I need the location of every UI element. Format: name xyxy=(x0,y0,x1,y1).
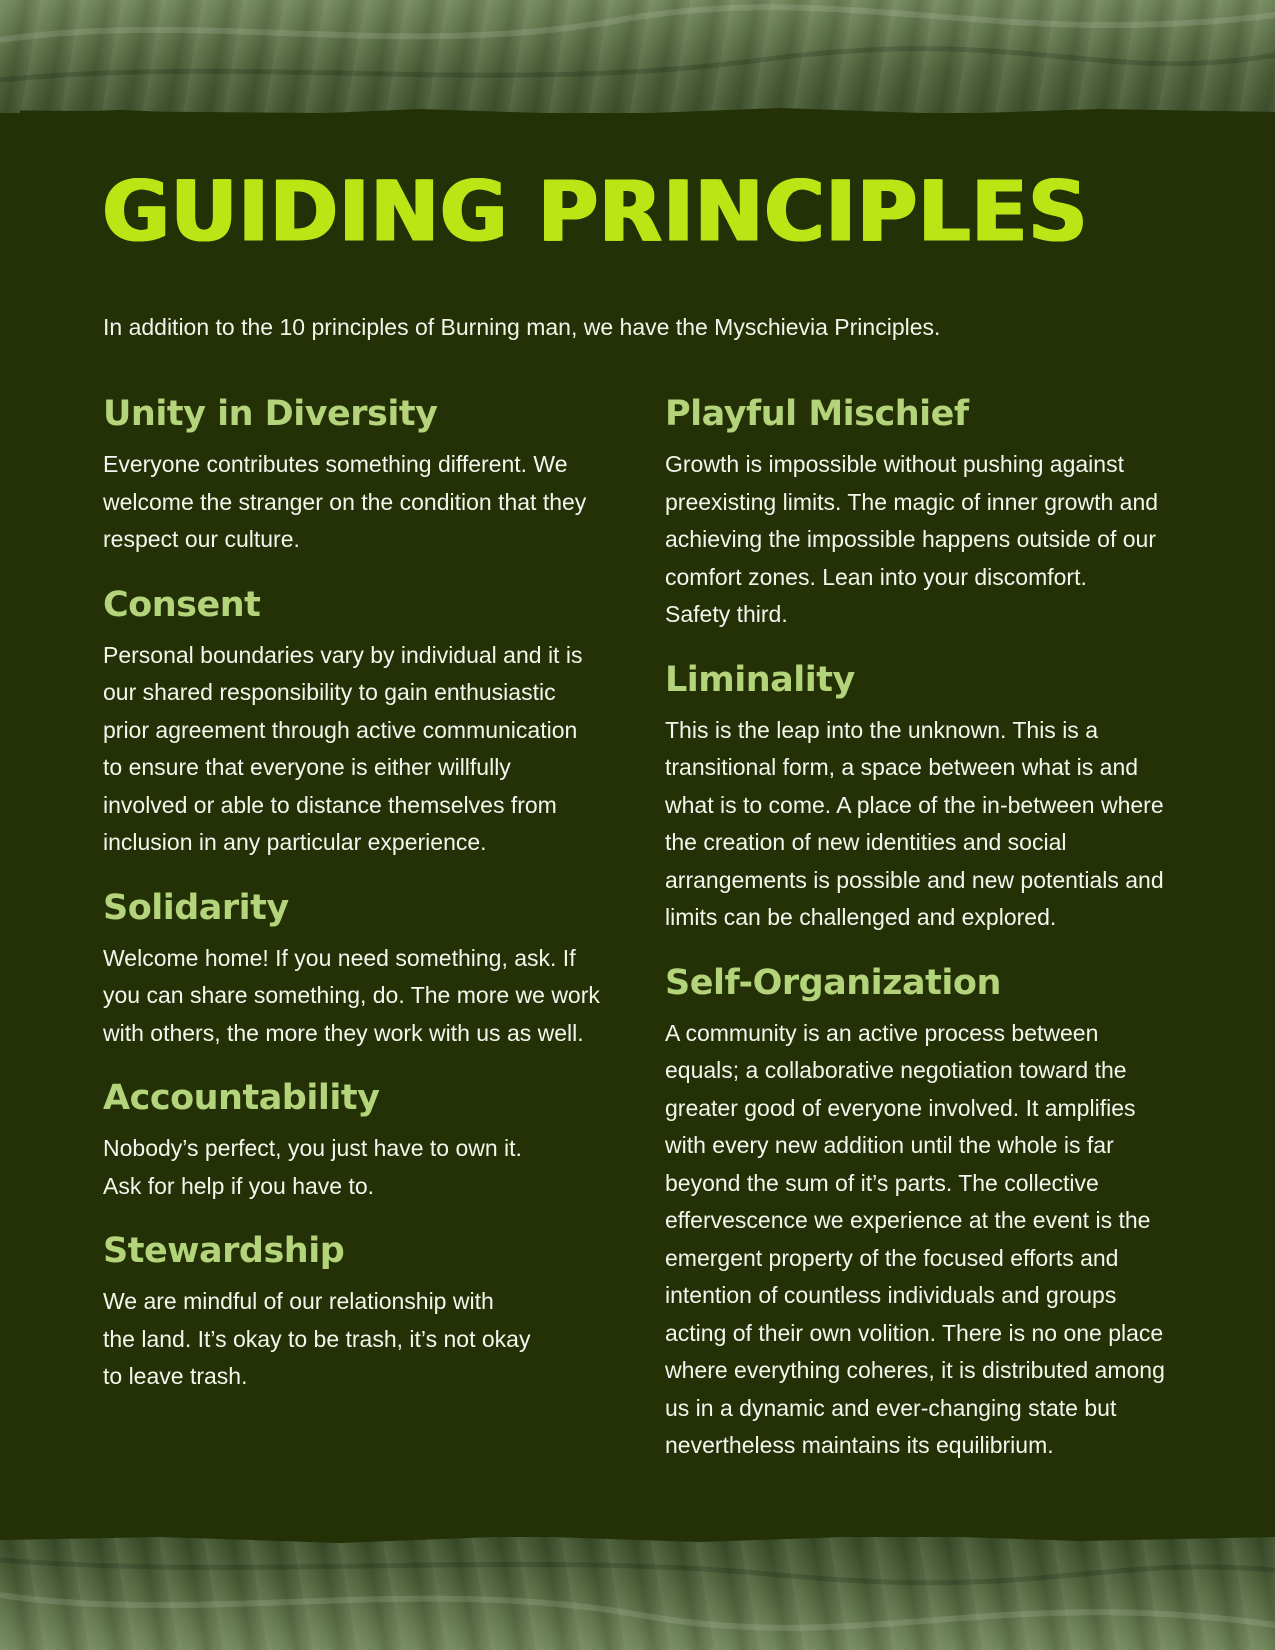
body-line: prior agreement through active communication xyxy=(103,716,578,743)
body-line: acting of their own volition. There is no one place xyxy=(665,1319,1164,1346)
body-line: inclusion in any particular experience. xyxy=(103,829,487,855)
body-line: Welcome home! If you need something, ask. If xyxy=(103,944,576,971)
principle-body xyxy=(665,712,1185,937)
body-line: comfort zones. Lean into your discomfort. xyxy=(665,563,1087,590)
brush-edge-bottom xyxy=(0,1527,1275,1549)
body-line: what is to come. A place of the in-between where xyxy=(665,791,1164,818)
body-line: Ask for help if you have to. xyxy=(103,1172,375,1199)
body-line: emergent property of the focused efforts and xyxy=(665,1244,1119,1271)
principle-heading: Playful Mischief xyxy=(665,394,969,434)
principle-heading: Solidarity xyxy=(103,887,289,928)
body-line: with every new addition until the whole is far xyxy=(665,1132,1114,1158)
body-line: our shared responsibility to gain enthusiastic xyxy=(103,679,556,705)
left-column xyxy=(103,392,603,1420)
body-line: Personal boundaries vary by individual and it is xyxy=(103,641,583,668)
principle-unity-in-diversity xyxy=(103,392,603,559)
principle-body xyxy=(103,1283,603,1396)
principle-stewardship xyxy=(103,1229,603,1396)
body-line: involved or able to distance themselves from xyxy=(103,791,557,818)
principle-solidarity xyxy=(103,886,603,1053)
principle-body xyxy=(103,637,603,862)
body-line: to ensure that everyone is either willfully xyxy=(103,754,511,780)
body-line: preexisting limits. The magic of inner growth and xyxy=(665,488,1159,515)
intro-text: In addition to the 10 principles of Burning man, we have the Myschievia Principles. xyxy=(103,314,941,340)
body-line: equals; a collaborative negotiation toward the xyxy=(665,1057,1127,1083)
body-line: achieving the impossible happens outside of our xyxy=(665,526,1156,552)
body-line: Nobody’s perfect, you just have to own it. xyxy=(103,1135,522,1161)
body-line: transitional form, a space between what is and xyxy=(665,754,1139,780)
leaf-veins-bottom xyxy=(0,1535,1275,1650)
body-line: Everyone contributes something different. We xyxy=(103,451,568,477)
principle-heading: Unity in Diversity xyxy=(103,394,438,434)
principle-heading: Stewardship xyxy=(103,1231,345,1271)
brush-edge-top xyxy=(0,100,1275,130)
principle-body xyxy=(103,1130,603,1205)
principle-heading: Consent xyxy=(103,584,261,625)
body-line: Growth is impossible without pushing against xyxy=(665,451,1124,477)
principle-self-organization xyxy=(665,961,1185,1465)
principle-body xyxy=(103,940,603,1053)
right-column xyxy=(665,392,1185,1489)
body-line: to leave trash. xyxy=(103,1363,248,1389)
principle-body xyxy=(103,446,603,559)
body-line: intention of countless individuals and groups xyxy=(665,1282,1117,1308)
body-line: effervescence we experience at the event is the xyxy=(665,1207,1151,1233)
body-line: nevertheless maintains its equilibrium. xyxy=(665,1432,1054,1458)
principle-body xyxy=(665,1015,1185,1465)
body-line: the creation of new identities and social xyxy=(665,829,1067,855)
body-line: where everything coheres, it is distributed among xyxy=(665,1357,1165,1383)
body-line: This is the leap into the unknown. This is a xyxy=(665,716,1098,743)
principle-heading: Liminality xyxy=(665,659,855,700)
principle-liminality xyxy=(665,658,1185,937)
body-line: with others, the more they work with us as well. xyxy=(103,1019,584,1046)
principle-heading: Self-Organization xyxy=(665,962,1001,1003)
body-line: welcome the stranger on the condition that they xyxy=(103,488,587,515)
body-line: arrangements is possible and new potentials and xyxy=(665,866,1164,893)
body-line: We are mindful of our relationship with xyxy=(103,1288,494,1314)
body-line: beyond the sum of it’s parts. The collective xyxy=(665,1169,1099,1196)
body-line: us in a dynamic and ever-changing state but xyxy=(665,1394,1117,1421)
body-line: you can share something, do. The more we work xyxy=(103,982,600,1008)
body-line: the land. It’s okay to be trash, it’s not okay xyxy=(103,1325,531,1352)
principle-accountability xyxy=(103,1076,603,1205)
principle-body xyxy=(665,446,1185,634)
principle-heading: Accountability xyxy=(103,1078,380,1118)
leaf-texture-bottom xyxy=(0,1535,1275,1650)
body-line: Safety third. xyxy=(665,601,788,627)
page-title: GUIDING PRINCIPLES xyxy=(102,164,1088,261)
principle-playful-mischief xyxy=(665,392,1185,634)
body-line: limits can be challenged and explored. xyxy=(665,904,1057,930)
body-line: respect our culture. xyxy=(103,526,300,552)
body-line: greater good of everyone involved. It amplifies xyxy=(665,1094,1136,1121)
principle-consent xyxy=(103,583,603,862)
body-line: A community is an active process between xyxy=(665,1019,1099,1046)
